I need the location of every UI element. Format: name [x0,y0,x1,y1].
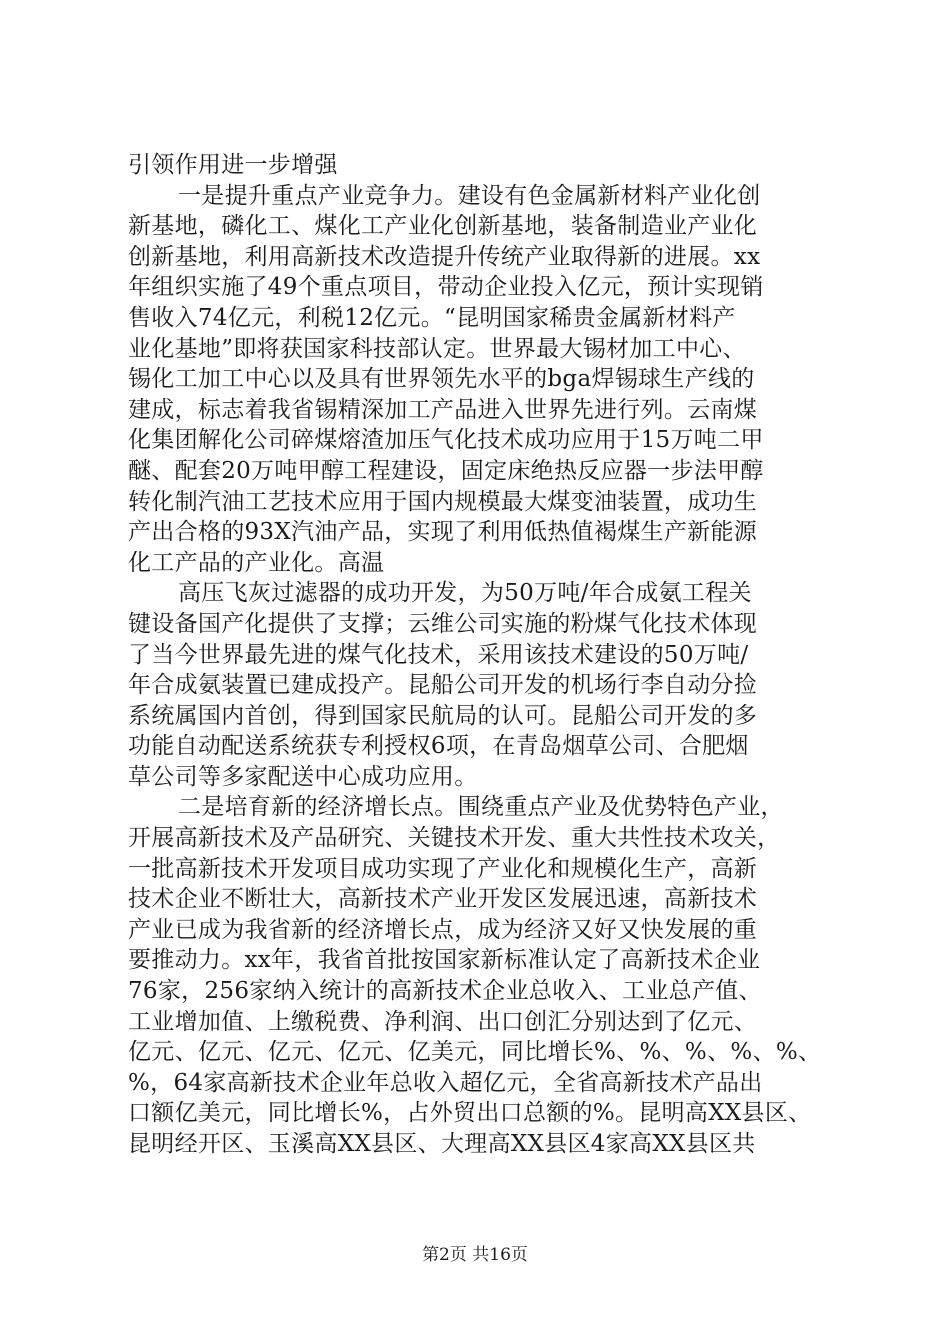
paragraph-line: 系统属国内首创，得到国家民航局的认可。昆船公司开发的多 [128,702,758,729]
paragraph-line: 建成，标志着我省锡精深加工产品进入世界先进行列。云南煤 [128,396,758,423]
page-number: 第2页 共16页 [422,1245,528,1265]
page-footer [0,1244,950,1266]
paragraph-line: 醚、配套20万吨甲醇工程建设，固定床绝热反应器一步法甲醇 [128,457,764,484]
paragraph-line: 化工产品的产业化。高温 [128,549,385,576]
paragraph-line: 亿元、亿元、亿元、亿元、亿美元，同比增长%、%、%、%、%、 [128,1039,822,1066]
paragraph-line: 一是提升重点产业竞争力。建设有色金属新材料产业化创 [178,182,761,209]
paragraph-line: 键设备国产化提供了支撑；云维公司实施的粉煤气化技术体现 [128,610,758,637]
paragraph-line: 工业增加值、上缴税费、净利润、出口创汇分别达到了亿元、 [128,1008,758,1035]
paragraph-line: 草公司等多家配送中心成功应用。 [128,763,478,790]
paragraph-line: 业化基地”即将获国家科技部认定。世界最大锡材加工中心、 [128,335,746,362]
paragraph-line: 高压飞灰过滤器的成功开发，为50万吨/年合成氨工程关 [178,580,752,607]
paragraph-line: 要推动力。xx年，我省首批按国家新标准认定了高新技术企业 [128,947,761,974]
paragraph-line: 售收入74亿元，利税12亿元。“昆明国家稀贵金属新材料产 [128,304,736,331]
paragraph-line: 技术企业不断壮大，高新技术产业开发区发展迅速，高新技术 [128,886,758,913]
section-heading-line: 引领作用进一步增强 [128,152,338,178]
paragraph-line: 锡化工加工中心以及具有世界领先水平的bga焊锡球生产线的 [128,366,755,393]
paragraph-line: 开展高新技术及产品研究、关键技术开发、重大共性技术攻关， [128,825,781,852]
paragraph-line: 新基地，磷化工、煤化工产业化创新基地，装备制造业产业化 [128,213,758,240]
paragraph-line: 年组织实施了49个重点项目，带动企业投入亿元，预计实现销 [128,274,764,301]
paragraph-line: 产出合格的93X汽油产品，实现了利用低热值褐煤生产新能源 [128,519,758,546]
paragraph-line: 一批高新技术开发项目成功实现了产业化和规模化生产，高新 [128,855,758,882]
paragraph-line: 口额亿美元，同比增长%，占外贸出口总额的%。昆明高XX县区、 [128,1100,812,1127]
paragraph-line: 二是培育新的经济增长点。围绕重点产业及优势特色产业， [178,794,784,821]
document-body [128,150,828,1160]
paragraph-line: 创新基地，利用高新技术改造提升传统产业取得新的进展。xx [128,243,761,270]
paragraph-line: 年合成氨装置已建成投产。昆船公司开发的机场行李自动分捡 [128,672,758,699]
paragraph-line: 转化制汽油工艺技术应用于国内规模最大煤变油装置，成功生 [128,488,758,515]
paragraph-line: 76家，256家纳入统计的高新技术企业总收入、工业总产值、 [128,978,762,1005]
paragraph-line: 产业已成为我省新的经济增长点，成为经济又好又快发展的重 [128,916,758,943]
paragraph-line: %，64家高新技术企业年总收入超亿元，全省高新技术产品出 [128,1069,763,1096]
paragraph-line: 昆明经开区、玉溪高XX县区、大理高XX县区4家高XX县区共 [128,1131,756,1157]
paragraph-line: 化集团解化公司碎煤熔渣加压气化技术成功应用于15万吨二甲 [128,427,764,454]
paragraph-line: 了当今世界最先进的煤气化技术，采用该技术建设的50万吨/ [128,641,749,668]
paragraph-line: 功能自动配送系统获专利授权6项，在青岛烟草公司、合肥烟 [128,733,749,760]
